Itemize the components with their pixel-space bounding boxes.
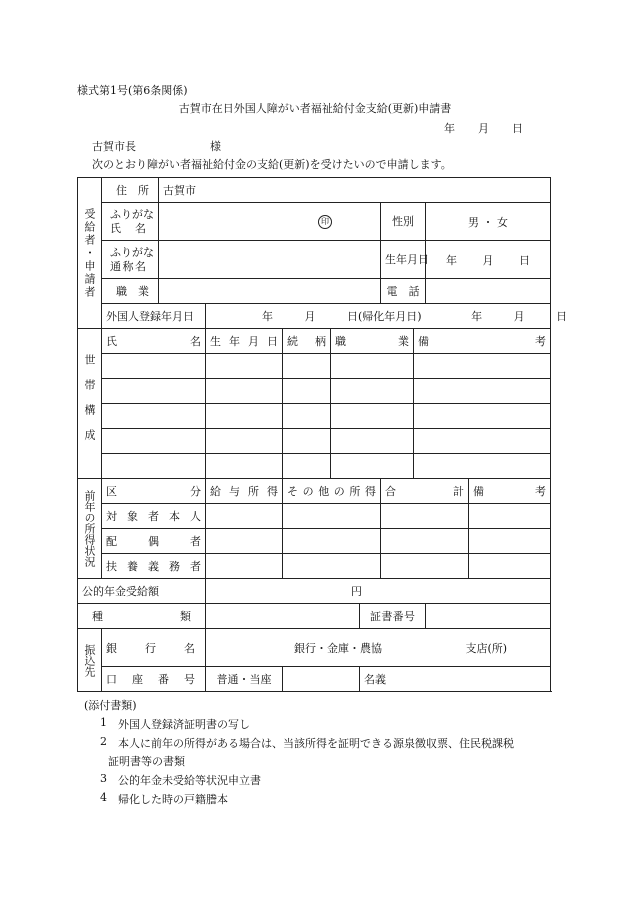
certificate-number-label: 証書番号	[360, 604, 426, 629]
attachment-item-2: 本人に前年の所得がある場合は、当該所得を証明できる源泉徴収票、住民税課税	[118, 737, 514, 750]
household-header-notes: 備考	[414, 329, 551, 354]
occupation-field[interactable]	[159, 279, 381, 304]
form-number: 様式第1号(第6条関係)	[77, 84, 188, 97]
income-header-salary: 給与所得	[206, 479, 283, 504]
household-header-occupation: 職業	[331, 329, 414, 354]
name-label: ふりがな 氏 名	[102, 203, 159, 241]
alias-label: ふりがな 通称名	[102, 241, 159, 279]
income-header-category: 区分	[102, 479, 206, 504]
gender-field[interactable]: 男 ・ 女	[426, 203, 551, 241]
account-number-label: 口座番号	[102, 667, 206, 692]
pension-field[interactable]: 円	[206, 579, 551, 604]
table-row	[78, 454, 551, 479]
foreign-reg-field[interactable]: 年 月 日(帰化年月日) 年 月 日	[206, 304, 551, 329]
phone-field[interactable]	[426, 279, 551, 304]
gender-label: 性別	[381, 203, 426, 241]
household-section-label: 世帯構成	[78, 329, 102, 479]
birth-field[interactable]: 年 月 日	[426, 241, 551, 279]
occupation-label: 職 業	[102, 279, 159, 304]
account-number-field[interactable]	[283, 667, 360, 692]
certificate-type-label: 種類	[78, 604, 206, 629]
attachment-item-4: 帰化した時の戸籍謄本	[118, 793, 228, 806]
table-row	[78, 554, 551, 579]
birth-label: 生年月日	[381, 241, 426, 279]
certificate-type-field[interactable]	[206, 604, 360, 629]
table-row	[78, 529, 551, 554]
table-row	[78, 429, 551, 454]
date-month: 月	[478, 122, 489, 135]
foreign-reg-label: 外国人登録年月日	[102, 304, 206, 329]
household-header-birth: 生年月日	[206, 329, 283, 354]
phone-label: 電 話	[381, 279, 426, 304]
address-label: 住 所	[102, 178, 159, 203]
income-section-label: 前年の所得状況	[78, 479, 102, 579]
alias-field[interactable]	[159, 241, 381, 279]
date-year: 年	[444, 122, 455, 135]
intro-text: 次のとおり障がい者福祉給付金の支給(更新)を受けたいので申請します。	[92, 158, 452, 171]
income-header-other: その他の所得	[283, 479, 381, 504]
account-holder-field[interactable]	[360, 667, 551, 692]
pension-label: 公的年金受給額	[78, 579, 206, 604]
bank-section-label: 振込先	[78, 629, 102, 692]
date-day: 日	[512, 122, 523, 135]
seal-mark: 印	[318, 215, 332, 229]
income-row-spouse: 配偶者	[102, 529, 206, 554]
attachment-num-4: 4	[100, 791, 107, 804]
page-title: 古賀市在日外国人障がい者福祉給付金支給(更新)申請書	[178, 102, 452, 115]
applicant-section-label: 受給者・申請者	[78, 178, 102, 329]
honorific: 様	[210, 140, 221, 153]
household-header-name: 氏名	[102, 329, 206, 354]
bank-name-field[interactable]: 銀行・金庫・農協 支店(所)	[206, 629, 551, 667]
attachment-item-1: 外国人登録済証明書の写し	[118, 718, 250, 731]
income-row-self: 対象者本人	[102, 504, 206, 529]
attachments-heading: (添付書類)	[84, 699, 137, 712]
addressee: 古賀市長	[92, 140, 136, 153]
attachment-num-3: 3	[100, 772, 107, 785]
table-row	[78, 504, 551, 529]
attachment-num-2: 2	[100, 735, 107, 748]
income-row-dependent: 扶養義務者	[102, 554, 206, 579]
certificate-number-field[interactable]	[426, 604, 551, 629]
table-row	[78, 404, 551, 429]
address-field[interactable]: 古賀市	[159, 178, 551, 203]
account-holder-label: 名義	[364, 673, 386, 686]
account-type-field[interactable]: 普通・当座	[206, 667, 283, 692]
attachment-item-2-cont: 証明書等の書類	[108, 755, 185, 768]
attachment-num-1: 1	[100, 716, 107, 729]
income-header-total: 合計	[381, 479, 469, 504]
attachment-item-3: 公的年金未受給等状況申立書	[118, 774, 261, 787]
household-header-relation: 続柄	[283, 329, 331, 354]
table-row	[78, 379, 551, 404]
income-header-notes: 備考	[469, 479, 551, 504]
name-field[interactable]	[159, 203, 381, 241]
bank-name-label: 銀行名	[102, 629, 206, 667]
application-form-table	[77, 177, 568, 692]
table-row	[78, 354, 551, 379]
